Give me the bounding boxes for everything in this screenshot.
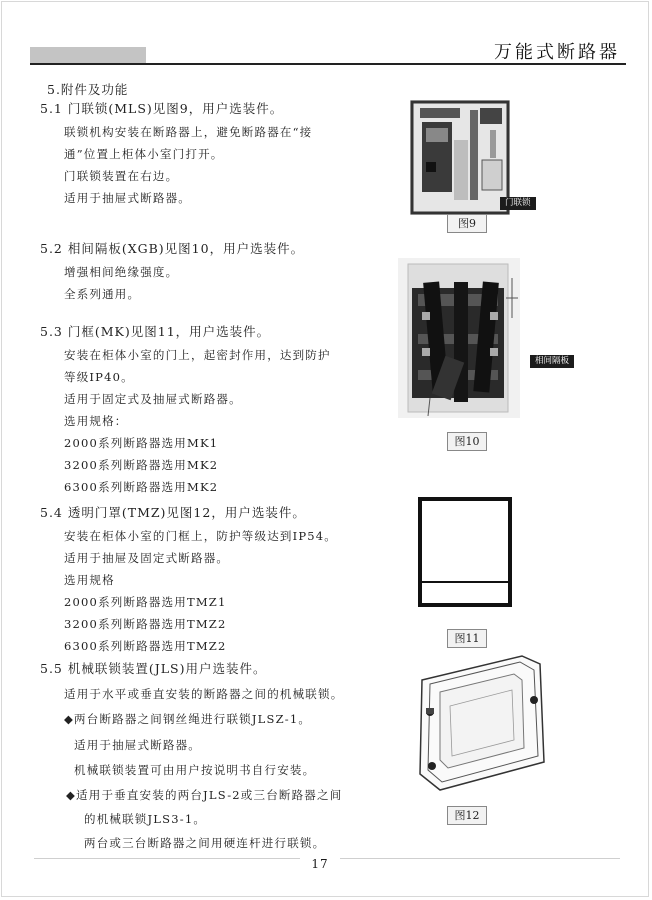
figure-9-door-interlock-photo: [410, 100, 510, 215]
figure-12-caption: 图12: [447, 806, 487, 825]
item-5-4-line: 适用于抽屉及固定式断路器。: [64, 551, 230, 565]
item-5-5-line: 适用于抽屉式断路器。: [74, 738, 201, 752]
item-5-1-heading: 5.1 门联锁(MLS)见图9，用户选装件。: [40, 101, 284, 116]
item-5-5-line: 机械联锁装置可由用户按说明书自行安装。: [74, 763, 316, 777]
section-title: 5.附件及功能: [47, 82, 129, 97]
item-5-3-heading: 5.3 门框(MK)见图11，用户选装件。: [40, 324, 271, 339]
item-5-4-line: 选用规格: [64, 573, 115, 587]
figure-10-tag: 相间隔板: [530, 355, 574, 368]
item-5-5-line: 适用于水平或垂直安装的断路器之间的机械联锁。: [64, 687, 344, 701]
figure-10-caption: 图10: [447, 432, 487, 451]
item-5-2-heading: 5.2 相间隔板(XGB)见图10，用户选装件。: [40, 241, 305, 256]
figure-10-phase-barrier-photo: [398, 258, 520, 418]
item-5-3-line: 2000系列断路器选用MK1: [64, 436, 219, 450]
item-5-5-line: 两台或三台断路器之间用硬连杆进行联锁。: [84, 836, 326, 850]
item-5-2-line: 全系列通用。: [64, 287, 141, 301]
figure-9-caption: 图9: [447, 214, 487, 233]
figure-12-transparent-cover-drawing: [410, 650, 550, 792]
item-5-3-line: 适用于固定式及抽屉式断路器。: [64, 392, 242, 406]
item-5-4-line: 6300系列断路器选用TMZ2: [64, 639, 227, 653]
item-5-3-line: 安装在柜体小室的门上，起密封作用，达到防护: [64, 348, 331, 362]
item-5-1-line: 通”位置上柜体小室门打开。: [64, 147, 224, 161]
page-header-title: 万能式断路器: [494, 42, 620, 63]
item-5-4-line: 安装在柜体小室的门框上，防护等级达到IP54。: [64, 529, 338, 543]
page-number: 17: [300, 857, 340, 871]
item-5-2-line: 增强相间绝缘强度。: [64, 265, 179, 279]
item-5-3-line: 等级IP40。: [64, 370, 134, 384]
item-5-1-line: 适用于抽屉式断路器。: [64, 191, 191, 205]
item-5-4-line: 2000系列断路器选用TMZ1: [64, 595, 227, 609]
item-5-4-heading: 5.4 透明门罩(TMZ)见图12，用户选装件。: [40, 505, 306, 520]
item-5-1-line: 门联锁装置在右边。: [64, 169, 179, 183]
item-5-5-bullet: ◆两台断路器之间钢丝绳进行联锁JLSZ-1。: [64, 712, 312, 726]
item-5-4-line: 3200系列断路器选用TMZ2: [64, 617, 227, 631]
item-5-3-line: 6300系列断路器选用MK2: [64, 480, 219, 494]
header-bar: [30, 47, 146, 64]
item-5-3-line: 3200系列断路器选用MK2: [64, 458, 219, 472]
figure-11-caption: 图11: [447, 629, 487, 648]
item-5-5-line: 的机械联锁JLS3-1。: [84, 812, 207, 826]
item-5-5-bullet: ◆适用于垂直安装的两台JLS-2或三台断路器之间: [66, 788, 343, 802]
figure-9-tag: 门联锁: [500, 197, 536, 210]
item-5-3-line: 选用规格：: [64, 414, 128, 428]
item-5-5-heading: 5.5 机械联锁装置(JLS)用户选装件。: [40, 661, 267, 676]
item-5-1-line: 联锁机构安装在断路器上，避免断路器在“接: [64, 125, 313, 139]
figure-11-door-frame-drawing: [418, 497, 512, 607]
